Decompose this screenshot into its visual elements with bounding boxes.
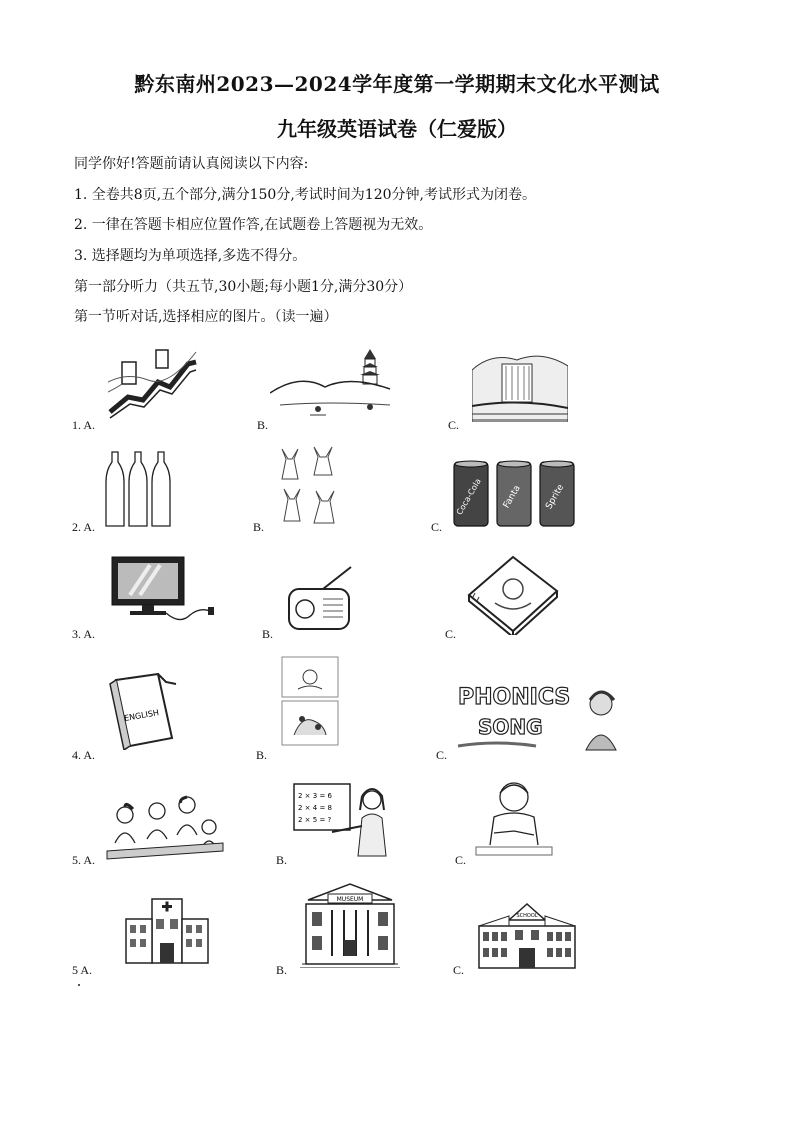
teacher-math-picture[interactable] — [292, 782, 392, 857]
q2-label-c: C. — [431, 520, 443, 534]
math-line-1: 2 × 3 = 6 — [298, 792, 332, 800]
q6-label-b: B. — [276, 963, 288, 977]
math-line-3: 2 × 5 = ? — [298, 816, 332, 824]
q2-label-b: B. — [253, 520, 265, 534]
plastic-bags-picture[interactable] — [278, 445, 338, 527]
speck-mark — [78, 984, 80, 986]
great-wall-picture[interactable] — [108, 342, 198, 420]
instruction-item-3: 3. 选择题均为单项选择,多选不得分。 — [74, 248, 307, 264]
q5-label-c: C. — [455, 853, 467, 867]
english-book-title: ENGLISH — [123, 708, 160, 724]
q2-label-a: 2. A. — [72, 520, 96, 534]
english-book-picture[interactable] — [106, 672, 181, 750]
part1-heading: 第一部分听力（共五节,30小题;每小题1分,满分30分） — [74, 279, 413, 295]
phonics-title: PHONICS — [458, 685, 571, 710]
exam-title: 黔东南州2023—2024学年度第一学期期末文化水平测试 — [134, 72, 660, 96]
television-picture[interactable] — [110, 555, 215, 627]
picture-cards-picture[interactable] — [280, 655, 340, 747]
q3-label-b: B. — [262, 627, 274, 641]
plastic-bottles-picture[interactable] — [104, 450, 174, 530]
hospital-picture[interactable] — [122, 895, 212, 965]
waterfall-picture[interactable] — [472, 350, 568, 422]
q6-label-c: C. — [453, 963, 465, 977]
coke-can-label: Coca-Cola — [454, 477, 483, 517]
soda-cans-picture[interactable] — [452, 458, 577, 530]
school-picture[interactable] — [477, 900, 577, 970]
greeting-text: 同学你好!答题前请认真阅读以下内容: — [74, 156, 309, 172]
section1-heading: 第一节听对话,选择相应的图片。（读一遍） — [74, 309, 338, 325]
museum-sign: MUSEUM — [336, 896, 364, 903]
q3-label-c: C. — [445, 627, 457, 641]
math-line-2: 2 × 4 = 8 — [298, 804, 332, 812]
pagoda-lake-picture[interactable] — [270, 345, 395, 420]
q1-label-a: 1. A. — [72, 418, 96, 432]
instruction-item-2: 2. 一律在答题卡相应位置作答,在试题卷上答题视为无效。 — [74, 217, 433, 233]
museum-picture[interactable] — [300, 880, 400, 968]
q4-label-a: 4. A. — [72, 748, 96, 762]
q5-label-b: B. — [276, 853, 288, 867]
storybook-picture[interactable] — [465, 555, 560, 635]
exam-subtitle: 九年级英语试卷（仁爱版） — [277, 117, 517, 141]
school-sign: SCHOOL — [516, 913, 538, 919]
q6-label-a: 5 A. — [72, 963, 93, 977]
group-discussion-picture[interactable] — [105, 793, 225, 861]
q1-label-b: B. — [257, 418, 269, 432]
instruction-item-1: 1. 全卷共8页,五个部分,满分150分,考试时间为120分钟,考试形式为闭卷。 — [74, 187, 536, 203]
q5-label-a: 5. A. — [72, 853, 96, 867]
radio-picture[interactable] — [285, 565, 355, 633]
song-title: SONG — [478, 715, 543, 739]
q4-label-c: C. — [436, 748, 448, 762]
q3-label-a: 3. A. — [72, 627, 96, 641]
q1-label-c: C. — [448, 418, 460, 432]
q4-label-b: B. — [256, 748, 268, 762]
phonics-song-picture[interactable] — [456, 680, 626, 755]
sprite-can-label: Sprite — [544, 482, 567, 512]
fanta-can-label: Fanta — [501, 483, 523, 511]
boy-writing-picture[interactable] — [474, 775, 554, 860]
